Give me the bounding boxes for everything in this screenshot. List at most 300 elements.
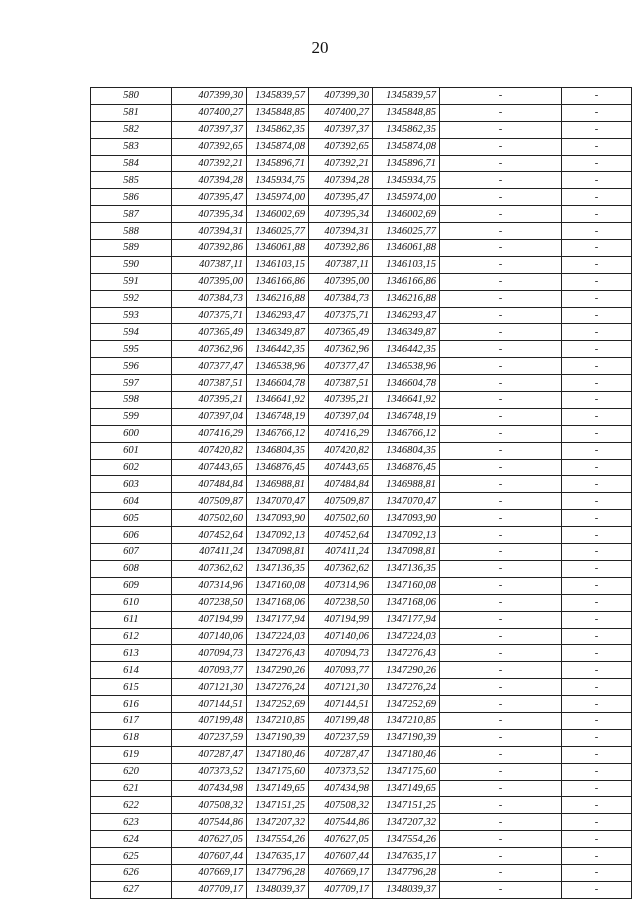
y-coordinate-cell-2: 1346442,35 bbox=[373, 341, 440, 358]
point-number-cell: 608 bbox=[91, 560, 172, 577]
x-coordinate-cell: 407607,44 bbox=[172, 848, 247, 865]
point-number-cell: 627 bbox=[91, 881, 172, 898]
y-coordinate-cell: 1346988,81 bbox=[247, 476, 309, 493]
y-coordinate-cell-2: 1347554,26 bbox=[373, 831, 440, 848]
dash-cell: - bbox=[440, 138, 562, 155]
dash-cell-2: - bbox=[562, 172, 632, 189]
dash-cell: - bbox=[440, 662, 562, 679]
y-coordinate-cell: 1347177,94 bbox=[247, 611, 309, 628]
point-number-cell: 604 bbox=[91, 493, 172, 510]
x-coordinate-cell: 407140,06 bbox=[172, 628, 247, 645]
x-coordinate-cell: 407508,32 bbox=[172, 797, 247, 814]
coordinates-table bbox=[90, 87, 632, 899]
x-coordinate-cell-2: 407484,84 bbox=[309, 476, 373, 493]
dash-cell: - bbox=[440, 442, 562, 459]
dash-cell-2: - bbox=[562, 611, 632, 628]
dash-cell: - bbox=[440, 881, 562, 898]
y-coordinate-cell-2: 1346748,19 bbox=[373, 408, 440, 425]
y-coordinate-cell-2: 1346766,12 bbox=[373, 425, 440, 442]
x-coordinate-cell: 407093,77 bbox=[172, 662, 247, 679]
y-coordinate-cell-2: 1345874,08 bbox=[373, 138, 440, 155]
y-coordinate-cell: 1345848,85 bbox=[247, 104, 309, 121]
point-number-cell: 619 bbox=[91, 746, 172, 763]
x-coordinate-cell-2: 407502,60 bbox=[309, 510, 373, 527]
x-coordinate-cell: 407238,50 bbox=[172, 594, 247, 611]
y-coordinate-cell: 1347149,65 bbox=[247, 780, 309, 797]
y-coordinate-cell-2: 1345839,57 bbox=[373, 88, 440, 105]
point-number-cell: 590 bbox=[91, 256, 172, 273]
x-coordinate-cell: 407287,47 bbox=[172, 746, 247, 763]
table-row bbox=[91, 864, 632, 881]
x-coordinate-cell-2: 407395,34 bbox=[309, 206, 373, 223]
x-coordinate-cell-2: 407314,96 bbox=[309, 577, 373, 594]
table-row bbox=[91, 594, 632, 611]
dash-cell: - bbox=[440, 645, 562, 662]
y-coordinate-cell: 1346349,87 bbox=[247, 324, 309, 341]
dash-cell: - bbox=[440, 375, 562, 392]
x-coordinate-cell: 407502,60 bbox=[172, 510, 247, 527]
point-number-cell: 581 bbox=[91, 104, 172, 121]
point-number-cell: 585 bbox=[91, 172, 172, 189]
dash-cell: - bbox=[440, 240, 562, 257]
table-row bbox=[91, 712, 632, 729]
y-coordinate-cell-2: 1347070,47 bbox=[373, 493, 440, 510]
table-body bbox=[91, 88, 632, 899]
dash-cell-2: - bbox=[562, 848, 632, 865]
y-coordinate-cell-2: 1346002,69 bbox=[373, 206, 440, 223]
dash-cell: - bbox=[440, 527, 562, 544]
point-number-cell: 621 bbox=[91, 780, 172, 797]
point-number-cell: 603 bbox=[91, 476, 172, 493]
y-coordinate-cell-2: 1346103,15 bbox=[373, 256, 440, 273]
y-coordinate-cell: 1345934,75 bbox=[247, 172, 309, 189]
dash-cell-2: - bbox=[562, 493, 632, 510]
dash-cell-2: - bbox=[562, 881, 632, 898]
dash-cell-2: - bbox=[562, 223, 632, 240]
y-coordinate-cell: 1346876,45 bbox=[247, 459, 309, 476]
point-number-cell: 601 bbox=[91, 442, 172, 459]
y-coordinate-cell: 1346103,15 bbox=[247, 256, 309, 273]
dash-cell: - bbox=[440, 121, 562, 138]
x-coordinate-cell: 407194,99 bbox=[172, 611, 247, 628]
y-coordinate-cell: 1347290,26 bbox=[247, 662, 309, 679]
point-number-cell: 596 bbox=[91, 358, 172, 375]
x-coordinate-cell: 407365,49 bbox=[172, 324, 247, 341]
y-coordinate-cell-2: 1346025,77 bbox=[373, 223, 440, 240]
x-coordinate-cell-2: 407399,30 bbox=[309, 88, 373, 105]
dash-cell: - bbox=[440, 594, 562, 611]
y-coordinate-cell: 1347252,69 bbox=[247, 696, 309, 713]
dash-cell-2: - bbox=[562, 408, 632, 425]
point-number-cell: 597 bbox=[91, 375, 172, 392]
table-row bbox=[91, 121, 632, 138]
table-row bbox=[91, 645, 632, 662]
x-coordinate-cell: 407362,96 bbox=[172, 341, 247, 358]
point-number-cell: 625 bbox=[91, 848, 172, 865]
x-coordinate-cell-2: 407199,48 bbox=[309, 712, 373, 729]
x-coordinate-cell: 407544,86 bbox=[172, 814, 247, 831]
x-coordinate-cell-2: 407287,47 bbox=[309, 746, 373, 763]
dash-cell-2: - bbox=[562, 459, 632, 476]
x-coordinate-cell: 407394,28 bbox=[172, 172, 247, 189]
dash-cell: - bbox=[440, 864, 562, 881]
point-number-cell: 584 bbox=[91, 155, 172, 172]
y-coordinate-cell: 1347224,03 bbox=[247, 628, 309, 645]
dash-cell-2: - bbox=[562, 273, 632, 290]
point-number-cell: 614 bbox=[91, 662, 172, 679]
y-coordinate-cell-2: 1346876,45 bbox=[373, 459, 440, 476]
table-row bbox=[91, 172, 632, 189]
y-coordinate-cell: 1347168,06 bbox=[247, 594, 309, 611]
x-coordinate-cell-2: 407394,28 bbox=[309, 172, 373, 189]
point-number-cell: 600 bbox=[91, 425, 172, 442]
dash-cell: - bbox=[440, 206, 562, 223]
page-number: 20 bbox=[311, 38, 329, 57]
x-coordinate-cell-2: 407392,21 bbox=[309, 155, 373, 172]
dash-cell: - bbox=[440, 544, 562, 561]
y-coordinate-cell: 1346538,96 bbox=[247, 358, 309, 375]
y-coordinate-cell-2: 1346804,35 bbox=[373, 442, 440, 459]
dash-cell: - bbox=[440, 223, 562, 240]
x-coordinate-cell-2: 407362,96 bbox=[309, 341, 373, 358]
y-coordinate-cell-2: 1347796,28 bbox=[373, 864, 440, 881]
y-coordinate-cell-2: 1346293,47 bbox=[373, 307, 440, 324]
x-coordinate-cell: 407509,87 bbox=[172, 493, 247, 510]
dash-cell-2: - bbox=[562, 780, 632, 797]
x-coordinate-cell: 407392,65 bbox=[172, 138, 247, 155]
y-coordinate-cell: 1345839,57 bbox=[247, 88, 309, 105]
table-row bbox=[91, 206, 632, 223]
dash-cell-2: - bbox=[562, 544, 632, 561]
x-coordinate-cell-2: 407452,64 bbox=[309, 527, 373, 544]
table-row bbox=[91, 155, 632, 172]
x-coordinate-cell-2: 407397,37 bbox=[309, 121, 373, 138]
dash-cell-2: - bbox=[562, 729, 632, 746]
dash-cell: - bbox=[440, 172, 562, 189]
table-row bbox=[91, 577, 632, 594]
dash-cell-2: - bbox=[562, 476, 632, 493]
dash-cell: - bbox=[440, 679, 562, 696]
table-row bbox=[91, 189, 632, 206]
x-coordinate-cell-2: 407238,50 bbox=[309, 594, 373, 611]
y-coordinate-cell: 1347554,26 bbox=[247, 831, 309, 848]
dash-cell-2: - bbox=[562, 307, 632, 324]
y-coordinate-cell: 1345974,00 bbox=[247, 189, 309, 206]
y-coordinate-cell-2: 1347160,08 bbox=[373, 577, 440, 594]
table-row bbox=[91, 797, 632, 814]
dash-cell-2: - bbox=[562, 341, 632, 358]
dash-cell-2: - bbox=[562, 746, 632, 763]
x-coordinate-cell-2: 407400,27 bbox=[309, 104, 373, 121]
x-coordinate-cell: 407709,17 bbox=[172, 881, 247, 898]
x-coordinate-cell-2: 407544,86 bbox=[309, 814, 373, 831]
dash-cell: - bbox=[440, 324, 562, 341]
dash-cell-2: - bbox=[562, 88, 632, 105]
point-number-cell: 593 bbox=[91, 307, 172, 324]
x-coordinate-cell-2: 407607,44 bbox=[309, 848, 373, 865]
table-row bbox=[91, 138, 632, 155]
y-coordinate-cell: 1347070,47 bbox=[247, 493, 309, 510]
x-coordinate-cell: 407484,84 bbox=[172, 476, 247, 493]
x-coordinate-cell-2: 407397,04 bbox=[309, 408, 373, 425]
x-coordinate-cell-2: 407443,65 bbox=[309, 459, 373, 476]
x-coordinate-cell: 407395,34 bbox=[172, 206, 247, 223]
y-coordinate-cell: 1346641,92 bbox=[247, 392, 309, 409]
dash-cell-2: - bbox=[562, 121, 632, 138]
y-coordinate-cell-2: 1347180,46 bbox=[373, 746, 440, 763]
x-coordinate-cell-2: 407411,24 bbox=[309, 544, 373, 561]
dash-cell: - bbox=[440, 746, 562, 763]
dash-cell-2: - bbox=[562, 104, 632, 121]
x-coordinate-cell-2: 407434,98 bbox=[309, 780, 373, 797]
x-coordinate-cell: 407362,62 bbox=[172, 560, 247, 577]
y-coordinate-cell-2: 1347092,13 bbox=[373, 527, 440, 544]
dash-cell: - bbox=[440, 712, 562, 729]
table-row bbox=[91, 814, 632, 831]
x-coordinate-cell: 407377,47 bbox=[172, 358, 247, 375]
y-coordinate-cell: 1346216,88 bbox=[247, 290, 309, 307]
table-row bbox=[91, 88, 632, 105]
dash-cell-2: - bbox=[562, 256, 632, 273]
y-coordinate-cell-2: 1347210,85 bbox=[373, 712, 440, 729]
y-coordinate-cell-2: 1347098,81 bbox=[373, 544, 440, 561]
point-number-cell: 589 bbox=[91, 240, 172, 257]
y-coordinate-cell: 1346166,86 bbox=[247, 273, 309, 290]
point-number-cell: 616 bbox=[91, 696, 172, 713]
dash-cell-2: - bbox=[562, 358, 632, 375]
point-number-cell: 594 bbox=[91, 324, 172, 341]
table-row bbox=[91, 104, 632, 121]
table-row bbox=[91, 679, 632, 696]
dash-cell-2: - bbox=[562, 392, 632, 409]
dash-cell: - bbox=[440, 611, 562, 628]
y-coordinate-cell-2: 1347290,26 bbox=[373, 662, 440, 679]
y-coordinate-cell-2: 1347177,94 bbox=[373, 611, 440, 628]
dash-cell: - bbox=[440, 459, 562, 476]
x-coordinate-cell: 407387,11 bbox=[172, 256, 247, 273]
dash-cell: - bbox=[440, 577, 562, 594]
x-coordinate-cell-2: 407194,99 bbox=[309, 611, 373, 628]
y-coordinate-cell: 1347635,17 bbox=[247, 848, 309, 865]
y-coordinate-cell: 1346293,47 bbox=[247, 307, 309, 324]
x-coordinate-cell: 407434,98 bbox=[172, 780, 247, 797]
dash-cell-2: - bbox=[562, 240, 632, 257]
point-number-cell: 607 bbox=[91, 544, 172, 561]
y-coordinate-cell-2: 1346604,78 bbox=[373, 375, 440, 392]
x-coordinate-cell: 407411,24 bbox=[172, 544, 247, 561]
x-coordinate-cell-2: 407420,82 bbox=[309, 442, 373, 459]
x-coordinate-cell-2: 407121,30 bbox=[309, 679, 373, 696]
table-row bbox=[91, 527, 632, 544]
y-coordinate-cell: 1347796,28 bbox=[247, 864, 309, 881]
x-coordinate-cell-2: 407365,49 bbox=[309, 324, 373, 341]
x-coordinate-cell: 407121,30 bbox=[172, 679, 247, 696]
point-number-cell: 586 bbox=[91, 189, 172, 206]
y-coordinate-cell-2: 1345934,75 bbox=[373, 172, 440, 189]
point-number-cell: 610 bbox=[91, 594, 172, 611]
y-coordinate-cell-2: 1348039,37 bbox=[373, 881, 440, 898]
x-coordinate-cell-2: 407627,05 bbox=[309, 831, 373, 848]
y-coordinate-cell: 1346002,69 bbox=[247, 206, 309, 223]
table-row bbox=[91, 442, 632, 459]
dash-cell-2: - bbox=[562, 594, 632, 611]
dash-cell: - bbox=[440, 510, 562, 527]
table-row bbox=[91, 493, 632, 510]
table-row bbox=[91, 611, 632, 628]
dash-cell-2: - bbox=[562, 763, 632, 780]
table-row bbox=[91, 831, 632, 848]
y-coordinate-cell: 1347160,08 bbox=[247, 577, 309, 594]
y-coordinate-cell: 1347276,43 bbox=[247, 645, 309, 662]
y-coordinate-cell-2: 1347207,32 bbox=[373, 814, 440, 831]
x-coordinate-cell-2: 407395,47 bbox=[309, 189, 373, 206]
table-row bbox=[91, 425, 632, 442]
dash-cell: - bbox=[440, 476, 562, 493]
point-number-cell: 595 bbox=[91, 341, 172, 358]
dash-cell: - bbox=[440, 290, 562, 307]
point-number-cell: 613 bbox=[91, 645, 172, 662]
table-row bbox=[91, 544, 632, 561]
point-number-cell: 602 bbox=[91, 459, 172, 476]
dash-cell: - bbox=[440, 358, 562, 375]
y-coordinate-cell: 1347175,60 bbox=[247, 763, 309, 780]
point-number-cell: 591 bbox=[91, 273, 172, 290]
y-coordinate-cell-2: 1347635,17 bbox=[373, 848, 440, 865]
y-coordinate-cell-2: 1347276,43 bbox=[373, 645, 440, 662]
y-coordinate-cell-2: 1346349,87 bbox=[373, 324, 440, 341]
point-number-cell: 609 bbox=[91, 577, 172, 594]
table-row bbox=[91, 256, 632, 273]
table-row bbox=[91, 358, 632, 375]
dash-cell: - bbox=[440, 814, 562, 831]
x-coordinate-cell-2: 407237,59 bbox=[309, 729, 373, 746]
y-coordinate-cell: 1347092,13 bbox=[247, 527, 309, 544]
dash-cell-2: - bbox=[562, 138, 632, 155]
x-coordinate-cell: 407443,65 bbox=[172, 459, 247, 476]
x-coordinate-cell: 407452,64 bbox=[172, 527, 247, 544]
table-row bbox=[91, 290, 632, 307]
dash-cell-2: - bbox=[562, 425, 632, 442]
dash-cell-2: - bbox=[562, 189, 632, 206]
x-coordinate-cell-2: 407094,73 bbox=[309, 645, 373, 662]
dash-cell-2: - bbox=[562, 577, 632, 594]
x-coordinate-cell: 407400,27 bbox=[172, 104, 247, 121]
dash-cell-2: - bbox=[562, 442, 632, 459]
table-row bbox=[91, 459, 632, 476]
y-coordinate-cell-2: 1345896,71 bbox=[373, 155, 440, 172]
dash-cell: - bbox=[440, 408, 562, 425]
table-row bbox=[91, 273, 632, 290]
dash-cell: - bbox=[440, 780, 562, 797]
point-number-cell: 592 bbox=[91, 290, 172, 307]
dash-cell-2: - bbox=[562, 864, 632, 881]
point-number-cell: 598 bbox=[91, 392, 172, 409]
table-row bbox=[91, 696, 632, 713]
y-coordinate-cell: 1347210,85 bbox=[247, 712, 309, 729]
table-row bbox=[91, 763, 632, 780]
y-coordinate-cell-2: 1346641,92 bbox=[373, 392, 440, 409]
x-coordinate-cell: 407094,73 bbox=[172, 645, 247, 662]
table-row bbox=[91, 746, 632, 763]
x-coordinate-cell-2: 407387,11 bbox=[309, 256, 373, 273]
y-coordinate-cell-2: 1347093,90 bbox=[373, 510, 440, 527]
point-number-cell: 617 bbox=[91, 712, 172, 729]
x-coordinate-cell-2: 407669,17 bbox=[309, 864, 373, 881]
dash-cell-2: - bbox=[562, 206, 632, 223]
dash-cell: - bbox=[440, 729, 562, 746]
x-coordinate-cell: 407144,51 bbox=[172, 696, 247, 713]
y-coordinate-cell: 1347207,32 bbox=[247, 814, 309, 831]
point-number-cell: 612 bbox=[91, 628, 172, 645]
y-coordinate-cell-2: 1346166,86 bbox=[373, 273, 440, 290]
y-coordinate-cell-2: 1345862,35 bbox=[373, 121, 440, 138]
x-coordinate-cell-2: 407373,52 bbox=[309, 763, 373, 780]
y-coordinate-cell-2: 1346216,88 bbox=[373, 290, 440, 307]
x-coordinate-cell: 407237,59 bbox=[172, 729, 247, 746]
x-coordinate-cell: 407373,52 bbox=[172, 763, 247, 780]
table-row bbox=[91, 408, 632, 425]
dash-cell: - bbox=[440, 696, 562, 713]
x-coordinate-cell-2: 407375,71 bbox=[309, 307, 373, 324]
y-coordinate-cell-2: 1347175,60 bbox=[373, 763, 440, 780]
dash-cell: - bbox=[440, 797, 562, 814]
point-number-cell: 611 bbox=[91, 611, 172, 628]
table-row bbox=[91, 476, 632, 493]
dash-cell: - bbox=[440, 493, 562, 510]
point-number-cell: 605 bbox=[91, 510, 172, 527]
dash-cell: - bbox=[440, 307, 562, 324]
y-coordinate-cell-2: 1347136,35 bbox=[373, 560, 440, 577]
dash-cell-2: - bbox=[562, 155, 632, 172]
x-coordinate-cell: 407387,51 bbox=[172, 375, 247, 392]
y-coordinate-cell-2: 1345974,00 bbox=[373, 189, 440, 206]
table-row bbox=[91, 510, 632, 527]
dash-cell: - bbox=[440, 88, 562, 105]
y-coordinate-cell: 1345896,71 bbox=[247, 155, 309, 172]
dash-cell-2: - bbox=[562, 324, 632, 341]
x-coordinate-cell-2: 407392,86 bbox=[309, 240, 373, 257]
x-coordinate-cell-2: 407509,87 bbox=[309, 493, 373, 510]
y-coordinate-cell: 1347151,25 bbox=[247, 797, 309, 814]
x-coordinate-cell-2: 407508,32 bbox=[309, 797, 373, 814]
table-row bbox=[91, 881, 632, 898]
dash-cell: - bbox=[440, 392, 562, 409]
dash-cell-2: - bbox=[562, 375, 632, 392]
x-coordinate-cell: 407395,21 bbox=[172, 392, 247, 409]
y-coordinate-cell: 1347190,39 bbox=[247, 729, 309, 746]
x-coordinate-cell: 407199,48 bbox=[172, 712, 247, 729]
y-coordinate-cell-2: 1347252,69 bbox=[373, 696, 440, 713]
dash-cell: - bbox=[440, 628, 562, 645]
x-coordinate-cell: 407314,96 bbox=[172, 577, 247, 594]
table-row bbox=[91, 662, 632, 679]
x-coordinate-cell-2: 407377,47 bbox=[309, 358, 373, 375]
dash-cell-2: - bbox=[562, 645, 632, 662]
x-coordinate-cell-2: 407392,65 bbox=[309, 138, 373, 155]
y-coordinate-cell-2: 1346988,81 bbox=[373, 476, 440, 493]
table-row bbox=[91, 628, 632, 645]
x-coordinate-cell-2: 407384,73 bbox=[309, 290, 373, 307]
y-coordinate-cell: 1345874,08 bbox=[247, 138, 309, 155]
x-coordinate-cell-2: 407394,31 bbox=[309, 223, 373, 240]
x-coordinate-cell: 407394,31 bbox=[172, 223, 247, 240]
x-coordinate-cell-2: 407416,29 bbox=[309, 425, 373, 442]
x-coordinate-cell-2: 407140,06 bbox=[309, 628, 373, 645]
dash-cell-2: - bbox=[562, 527, 632, 544]
y-coordinate-cell: 1346442,35 bbox=[247, 341, 309, 358]
dash-cell: - bbox=[440, 560, 562, 577]
dash-cell-2: - bbox=[562, 797, 632, 814]
